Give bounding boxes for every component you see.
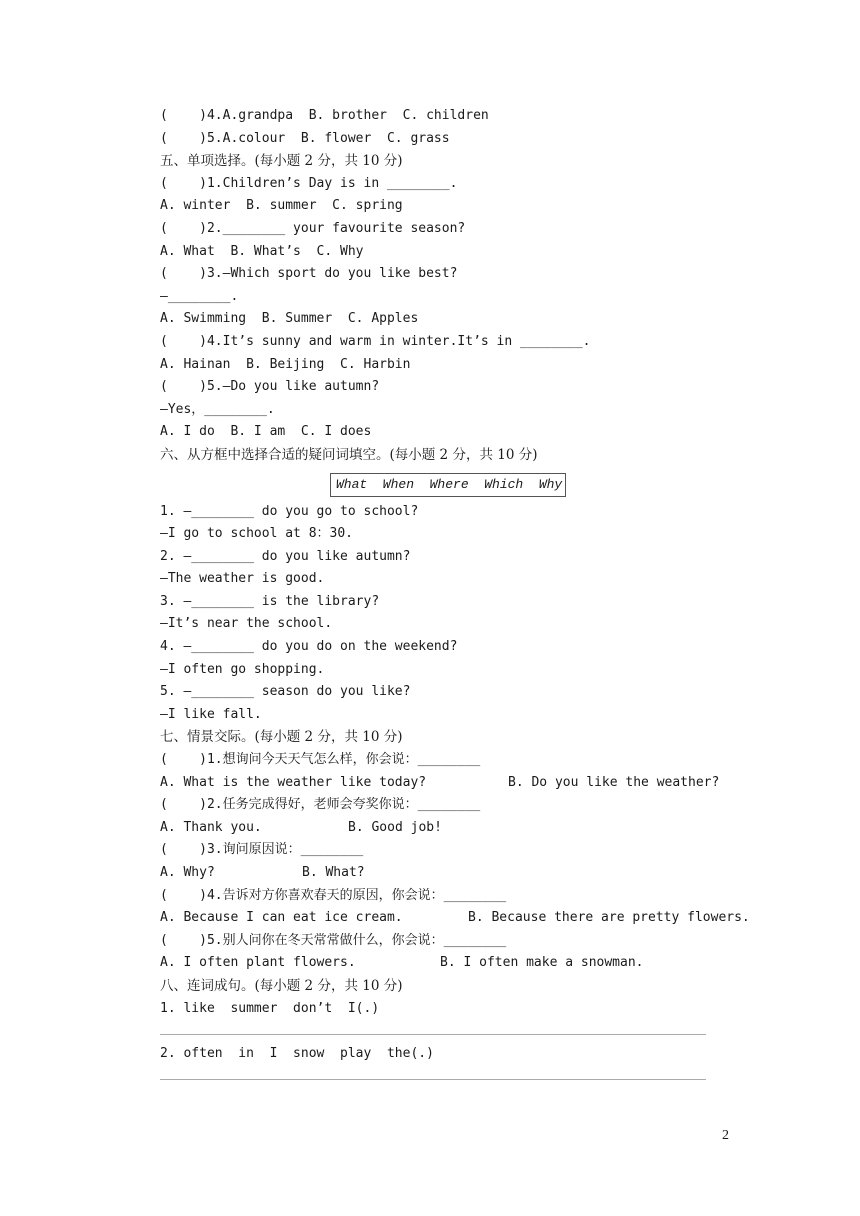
question-line: ( )1.想询问今天天气怎么样，你会说：________ <box>160 752 481 768</box>
option-a: A. Because I can eat ice cream. <box>160 910 403 926</box>
answer-line-text: —I go to school at 8：30. <box>160 526 354 542</box>
question-line: ( )5.别人问你在冬天常常做什么，你会说：________ <box>160 932 507 948</box>
worksheet-page <box>160 105 760 1088</box>
options-line <box>160 907 760 930</box>
writing-line[interactable] <box>160 1065 760 1088</box>
answer-line-text: —It’s near the school. <box>160 616 333 632</box>
question-line: 1. —________ do you go to school? <box>160 503 419 519</box>
question-line: ( )4.It’s sunny and warm in winter.It’s in ________. <box>160 333 591 349</box>
options-line: A. I do B. I am C. I does <box>160 424 372 440</box>
question-line: 2. —________ do you like autumn? <box>160 548 411 564</box>
options-line <box>160 817 760 840</box>
question-line: ( )4.告诉对方你喜欢春天的原因，你会说：________ <box>160 887 507 903</box>
option-b: B. I often make a snowman. <box>440 955 644 971</box>
options-line: A. winter B. summer C. spring <box>160 198 403 214</box>
option-a: A. I often plant flowers. <box>160 955 356 971</box>
option-b: B. What? <box>302 865 365 880</box>
section-heading: 八、连词成句。(每小题 2 分，共 10 分) <box>160 977 403 994</box>
word-box: What When Where Which Why <box>330 473 566 497</box>
answer-line-text: —The weather is good. <box>160 571 325 587</box>
question-line: 1. like summer don’t I(.) <box>160 1000 380 1016</box>
question-line: ( )3.询问原因说：________ <box>160 842 364 858</box>
option-a: A. Why? <box>160 865 215 880</box>
question-line: ( )3.—Which sport do you like best? <box>160 266 458 282</box>
question-line: ( )5.A.colour B. flower C. grass <box>160 130 450 146</box>
page-number: 2 <box>722 1128 729 1143</box>
section-heading: 六、从方框中选择合适的疑问词填空。(每小题 2 分，共 10 分) <box>160 446 538 463</box>
question-line: 3. —________ is the library? <box>160 593 380 609</box>
option-b: B. Because there are pretty flowers. <box>468 910 750 926</box>
options-line: A. Hainan B. Beijing C. Harbin <box>160 356 411 372</box>
question-line: 4. —________ do you do on the weekend? <box>160 639 458 655</box>
section-heading: 七、情景交际。(每小题 2 分，共 10 分) <box>160 729 403 746</box>
options-line: A. Swimming B. Summer C. Apples <box>160 311 419 327</box>
options-line <box>160 772 760 795</box>
answer-blank: —Yes，________. <box>160 401 275 417</box>
question-line: 5. —________ season do you like? <box>160 684 411 700</box>
question-line: ( )1.Children’s Day is in ________. <box>160 175 458 191</box>
option-b: B. Good job! <box>348 819 442 835</box>
section-heading: 五、单项选择。(每小题 2 分，共 10 分) <box>160 153 403 170</box>
option-b: B. Do you like the weather? <box>508 774 720 790</box>
question-line: ( )2.任务完成得好，老师会夸奖你说：________ <box>160 797 481 813</box>
option-a: A. What is the weather like today? <box>160 774 427 790</box>
question-line: ( )5.—Do you like autumn? <box>160 379 380 395</box>
question-line: ( )2.________ your favourite season? <box>160 220 466 236</box>
answer-line-text: —I like fall. <box>160 706 262 722</box>
options-line: A. What B. What’s C. Why <box>160 243 364 259</box>
answer-line-text: —I often go shopping. <box>160 661 325 677</box>
question-line: ( )4.A.grandpa B. brother C. children <box>160 108 489 123</box>
word-box-row <box>160 467 760 501</box>
options-line <box>160 952 760 975</box>
answer-blank: —________. <box>160 288 239 304</box>
options-line <box>160 862 760 885</box>
option-a: A. Thank you. <box>160 819 262 835</box>
question-line: 2. often in I snow play the(.) <box>160 1045 434 1061</box>
writing-line[interactable] <box>160 1020 760 1043</box>
